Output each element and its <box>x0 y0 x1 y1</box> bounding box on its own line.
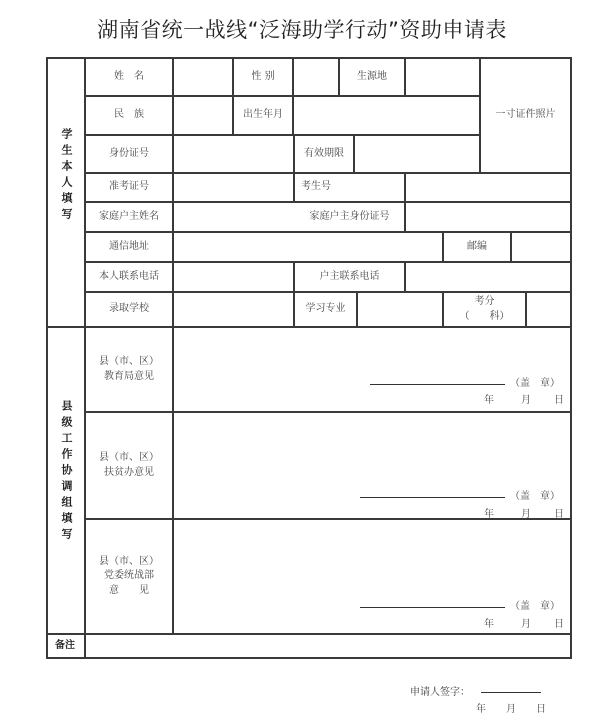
education-opinion-field[interactable] <box>174 328 570 411</box>
name-field[interactable] <box>174 59 232 95</box>
applicant-year: 年 <box>476 704 486 715</box>
address-field[interactable] <box>174 233 442 261</box>
postcode-field[interactable] <box>512 233 570 261</box>
county-row-united-front-label <box>86 520 172 633</box>
county-row-label-line: 县（市、区） <box>99 356 159 367</box>
label-score-subject: （ 科） <box>459 310 510 322</box>
label-exam-permit: 准考证号 <box>109 181 149 193</box>
seal-month: 月 <box>521 509 531 520</box>
label-householder-name: 家庭户主姓名 <box>99 210 159 222</box>
remarks-field[interactable] <box>86 635 570 657</box>
seal-signature-line <box>370 384 505 385</box>
seal-day: 日 <box>554 395 564 406</box>
label-school: 录取学校 <box>109 303 149 315</box>
id-number-field[interactable] <box>174 136 293 172</box>
county-row-label-line: 县（市、区） <box>99 555 159 567</box>
section-label-county: 县级工作协调组填写 <box>60 400 73 544</box>
major-field[interactable] <box>358 293 442 326</box>
seal-year: 年 <box>484 619 494 630</box>
ethnicity-field[interactable] <box>174 97 232 134</box>
poverty-office-opinion-field[interactable] <box>174 413 570 518</box>
seal-stamp-text: （盖 章） <box>510 601 560 612</box>
border-left <box>46 57 48 659</box>
county-row-label-line: 扶贫办意见 <box>104 466 154 478</box>
label-postcode: 邮编 <box>467 240 487 252</box>
label-birth: 出生年月 <box>243 109 283 121</box>
candidate-no-field[interactable] <box>406 174 570 201</box>
label-ethnicity: 民 族 <box>114 109 144 121</box>
school-field[interactable] <box>174 293 293 326</box>
label-major: 学习专业 <box>305 303 346 315</box>
seal-day: 日 <box>554 509 564 520</box>
seal-day: 日 <box>554 619 564 630</box>
county-row-education-label <box>86 328 172 411</box>
label-name: 姓 名 <box>114 70 144 82</box>
birth-field[interactable] <box>294 97 479 134</box>
label-valid-period: 有效期限 <box>304 147 344 159</box>
exam-permit-field[interactable] <box>174 174 293 201</box>
seal-stamp-text: （盖 章） <box>510 378 560 389</box>
county-row-label-line: 意 见 <box>109 584 149 596</box>
householder-phone-field[interactable] <box>406 263 570 291</box>
seal-month: 月 <box>521 395 531 406</box>
householder-id-field[interactable] <box>406 203 570 231</box>
applicant-signature-line[interactable] <box>481 692 541 693</box>
county-row-label-line: 教育局意见 <box>104 370 154 382</box>
remarks-label: 备注 <box>55 639 75 651</box>
seal-year: 年 <box>484 395 494 406</box>
label-gender: 性 别 <box>251 70 275 82</box>
label-id-number: 身份证号 <box>109 147 149 159</box>
label-origin: 生源地 <box>357 70 387 82</box>
valid-period-field[interactable] <box>355 136 479 172</box>
section-label-student: 学生本人填写 <box>60 128 73 224</box>
applicant-signature-label: 申请人签字： <box>410 687 470 698</box>
seal-signature-line <box>360 607 505 608</box>
label-phone: 本人联系电话 <box>99 270 159 282</box>
score-field[interactable] <box>527 293 570 326</box>
score-label-cell <box>444 293 525 326</box>
seal-stamp-text: （盖 章） <box>510 491 560 502</box>
county-row-label-line: 党委统战部 <box>104 570 154 582</box>
border-right <box>570 57 572 659</box>
county-row-poverty-office-label <box>86 413 172 518</box>
label-householder-id: 家庭户主身份证号 <box>309 210 390 222</box>
label-address: 通信地址 <box>109 240 149 252</box>
applicant-month: 月 <box>506 704 516 715</box>
gender-field[interactable] <box>294 59 338 95</box>
photo-box: 一寸证件照片 <box>495 109 556 121</box>
label-candidate-no: 考生号 <box>301 181 331 193</box>
householder-name-field[interactable] <box>174 203 293 231</box>
applicant-day: 日 <box>536 704 546 715</box>
origin-field[interactable] <box>406 59 479 95</box>
county-row-label-line: 县（市、区） <box>99 452 159 463</box>
form-title: 湖南省统一战线“泛海助学行动”资助申请表 <box>97 18 507 42</box>
seal-year: 年 <box>484 509 494 520</box>
phone-field[interactable] <box>174 263 293 291</box>
border-bottom <box>46 657 572 659</box>
label-score: 考分 <box>474 296 495 307</box>
seal-signature-line <box>360 497 505 498</box>
label-householder-phone: 户主联系电话 <box>319 270 380 282</box>
seal-month: 月 <box>521 619 531 630</box>
united-front-opinion-field[interactable] <box>174 520 570 633</box>
